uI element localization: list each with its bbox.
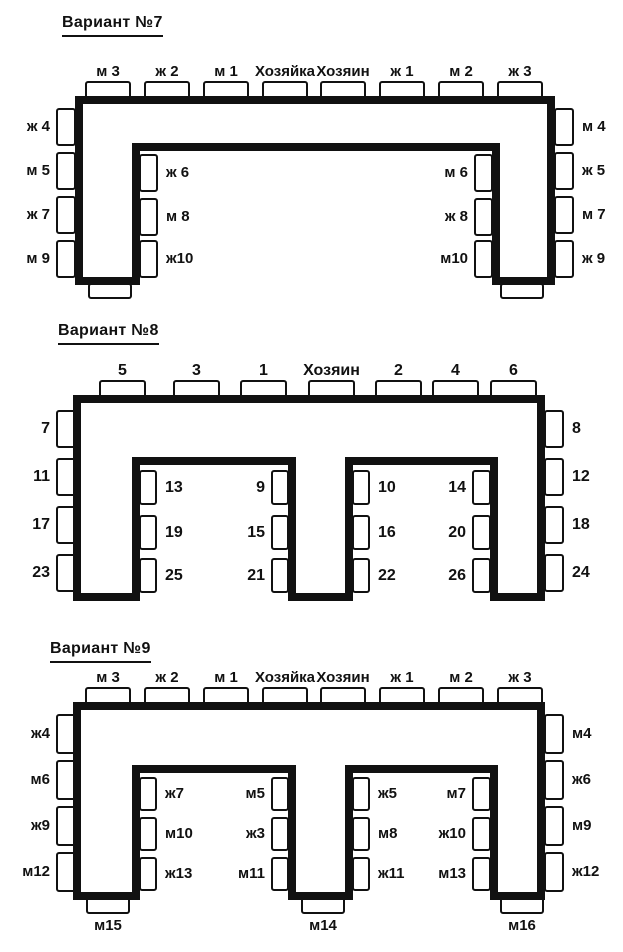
seat-label: 26 — [448, 566, 466, 584]
seat-label: м15 — [94, 917, 122, 934]
seat — [139, 817, 157, 851]
diagram-title-variant-9: Вариант №9 — [50, 640, 151, 663]
seat-label: ж4 — [31, 725, 50, 742]
seat — [271, 558, 289, 593]
diagram-title-variant-7: Вариант №7 — [62, 14, 163, 37]
seat — [352, 515, 370, 550]
table-edge — [490, 457, 498, 601]
seat-label: 3 — [192, 362, 201, 379]
table-edge — [490, 765, 498, 900]
seat — [472, 857, 491, 891]
table-edge — [492, 277, 555, 285]
table-edge — [345, 765, 353, 900]
seat-label: ж10 — [166, 250, 194, 267]
seat-label: 10 — [378, 478, 396, 496]
seat-label: Хозяйка — [254, 63, 316, 80]
seat — [352, 470, 370, 505]
seat — [544, 458, 564, 496]
seat — [472, 558, 491, 593]
seat — [56, 152, 76, 190]
table-edge — [537, 702, 545, 900]
seat — [500, 283, 544, 299]
seat — [474, 240, 493, 278]
seat — [472, 470, 491, 505]
table-edge — [132, 457, 140, 601]
seat-label: 25 — [165, 566, 183, 584]
table-edge — [75, 96, 83, 285]
table-edge — [547, 96, 555, 285]
seat-label: 19 — [165, 523, 183, 541]
seat-label: м14 — [309, 917, 337, 934]
seat — [139, 154, 158, 192]
seat-label: 1 — [259, 362, 268, 379]
seat-label: м11 — [238, 865, 265, 882]
seat-label: 20 — [448, 523, 466, 541]
seat-label: м 6 — [444, 164, 468, 181]
table-edge — [73, 395, 81, 601]
seat-label: ж 2 — [155, 669, 179, 686]
seat-label: м 3 — [96, 669, 120, 686]
seat — [554, 152, 574, 190]
seat-label: м 4 — [582, 118, 606, 135]
seat — [544, 410, 564, 448]
seat — [88, 283, 132, 299]
seat — [139, 515, 157, 550]
seat-label: м 3 — [96, 63, 120, 80]
seat-label: м8 — [378, 825, 398, 842]
seat-label: 14 — [448, 478, 466, 496]
seat-label: 9 — [256, 478, 265, 496]
seat-label: м 2 — [449, 669, 473, 686]
seat-label: ж 2 — [155, 63, 179, 80]
seat-label: м5 — [245, 785, 265, 802]
seat — [472, 515, 491, 550]
seat — [271, 777, 289, 811]
seat — [271, 470, 289, 505]
seat-label: ж 1 — [390, 669, 414, 686]
seat-label: ж13 — [165, 865, 193, 882]
table-edge — [132, 457, 296, 465]
seat-label: 15 — [247, 523, 265, 541]
seat-label: ж11 — [378, 865, 405, 882]
seat — [352, 777, 370, 811]
seat-label: м 2 — [449, 63, 473, 80]
table-edge — [537, 395, 545, 601]
seat — [56, 108, 76, 146]
seat-label: м7 — [446, 785, 466, 802]
seat-label: м12 — [22, 863, 50, 880]
seat — [554, 108, 574, 146]
seat-label: 11 — [33, 468, 50, 485]
seat-label: 18 — [572, 516, 590, 533]
seat — [544, 714, 564, 754]
table-edge — [288, 457, 296, 601]
table-edge — [132, 143, 140, 285]
seat-label: ж7 — [165, 785, 184, 802]
seat-label: ж9 — [31, 817, 50, 834]
table-edge — [132, 143, 500, 151]
seat-label: м10 — [440, 250, 468, 267]
table-edge — [73, 593, 140, 601]
seat-label: ж 1 — [390, 63, 414, 80]
seat-label: ж 7 — [26, 206, 50, 223]
seat — [544, 852, 564, 892]
seat — [139, 470, 157, 505]
seat-label: м6 — [30, 771, 50, 788]
seat-label: 8 — [572, 420, 581, 437]
seat — [56, 240, 76, 278]
seat-label: м10 — [165, 825, 193, 842]
table-edge — [73, 395, 545, 403]
seat-label: Хозяин — [303, 362, 360, 379]
seat — [352, 558, 370, 593]
seat-label: ж 5 — [582, 162, 606, 179]
seat-label: 17 — [32, 516, 50, 533]
table-edge — [73, 892, 140, 900]
seat-label: ж10 — [438, 825, 466, 842]
table-edge — [73, 702, 81, 900]
seat-label: 24 — [572, 564, 590, 581]
seat-label: ж 9 — [582, 250, 606, 267]
seat-label: м 1 — [214, 63, 238, 80]
seat — [271, 857, 289, 891]
table-edge — [345, 765, 498, 773]
seat-label: м16 — [508, 917, 536, 934]
seat — [139, 198, 158, 236]
seat — [474, 198, 493, 236]
seat — [544, 506, 564, 544]
table-edge — [490, 593, 545, 601]
seat — [472, 817, 491, 851]
table-edge — [288, 892, 353, 900]
seat — [139, 558, 157, 593]
seat — [271, 515, 289, 550]
table-edge — [288, 765, 296, 900]
seat — [56, 196, 76, 234]
seat-label: 13 — [165, 478, 183, 496]
seat-label: м 1 — [214, 669, 238, 686]
seat-label: ж 4 — [26, 118, 50, 135]
seat-label: м13 — [438, 865, 466, 882]
seat — [544, 760, 564, 800]
seat-label: 23 — [32, 564, 50, 581]
seat-label: ж 3 — [508, 669, 532, 686]
seat — [271, 817, 289, 851]
seat-label: 12 — [572, 468, 590, 485]
seat-label: м 8 — [166, 208, 190, 225]
seat-label: ж5 — [378, 785, 397, 802]
seat — [139, 777, 157, 811]
seat — [139, 857, 157, 891]
seat — [544, 806, 564, 846]
seat-label: Хозяйка — [254, 669, 316, 686]
seat — [474, 154, 493, 192]
seat — [472, 777, 491, 811]
seat-label: Хозяин — [316, 669, 370, 686]
seat-label: ж 6 — [166, 164, 190, 181]
seat-label: 5 — [118, 362, 127, 379]
seat — [352, 857, 370, 891]
seat — [544, 554, 564, 592]
table-edge — [288, 593, 353, 601]
table-edge — [345, 457, 353, 601]
seat — [139, 240, 158, 278]
seat-label: 16 — [378, 523, 396, 541]
seat-label: ж3 — [246, 825, 265, 842]
table-edge — [75, 96, 555, 104]
seat-label: 7 — [41, 420, 50, 437]
table-edge — [132, 765, 296, 773]
table-edge — [345, 457, 498, 465]
seat-label: м 5 — [26, 162, 50, 179]
table-edge — [490, 892, 545, 900]
table-edge — [75, 277, 140, 285]
seat-label: ж 3 — [508, 63, 532, 80]
table-edge — [132, 765, 140, 900]
seat — [554, 240, 574, 278]
seat-label: 2 — [394, 362, 403, 379]
seat-label: м 9 — [26, 250, 50, 267]
seat — [352, 817, 370, 851]
seat-label: ж12 — [572, 863, 600, 880]
seat-label: м 7 — [582, 206, 606, 223]
seat-label: ж6 — [572, 771, 591, 788]
seat-label: м4 — [572, 725, 592, 742]
table-edge — [73, 702, 545, 710]
seat-label: ж 8 — [444, 208, 468, 225]
seat-label: 21 — [247, 566, 265, 584]
seat-label: 22 — [378, 566, 396, 584]
seat-label: Хозяин — [316, 63, 370, 80]
seat-label: м9 — [572, 817, 592, 834]
diagram-title-variant-8: Вариант №8 — [58, 322, 159, 345]
seat-label: 4 — [451, 362, 460, 379]
seat — [554, 196, 574, 234]
seat-label: 6 — [509, 362, 518, 379]
table-edge — [492, 143, 500, 285]
